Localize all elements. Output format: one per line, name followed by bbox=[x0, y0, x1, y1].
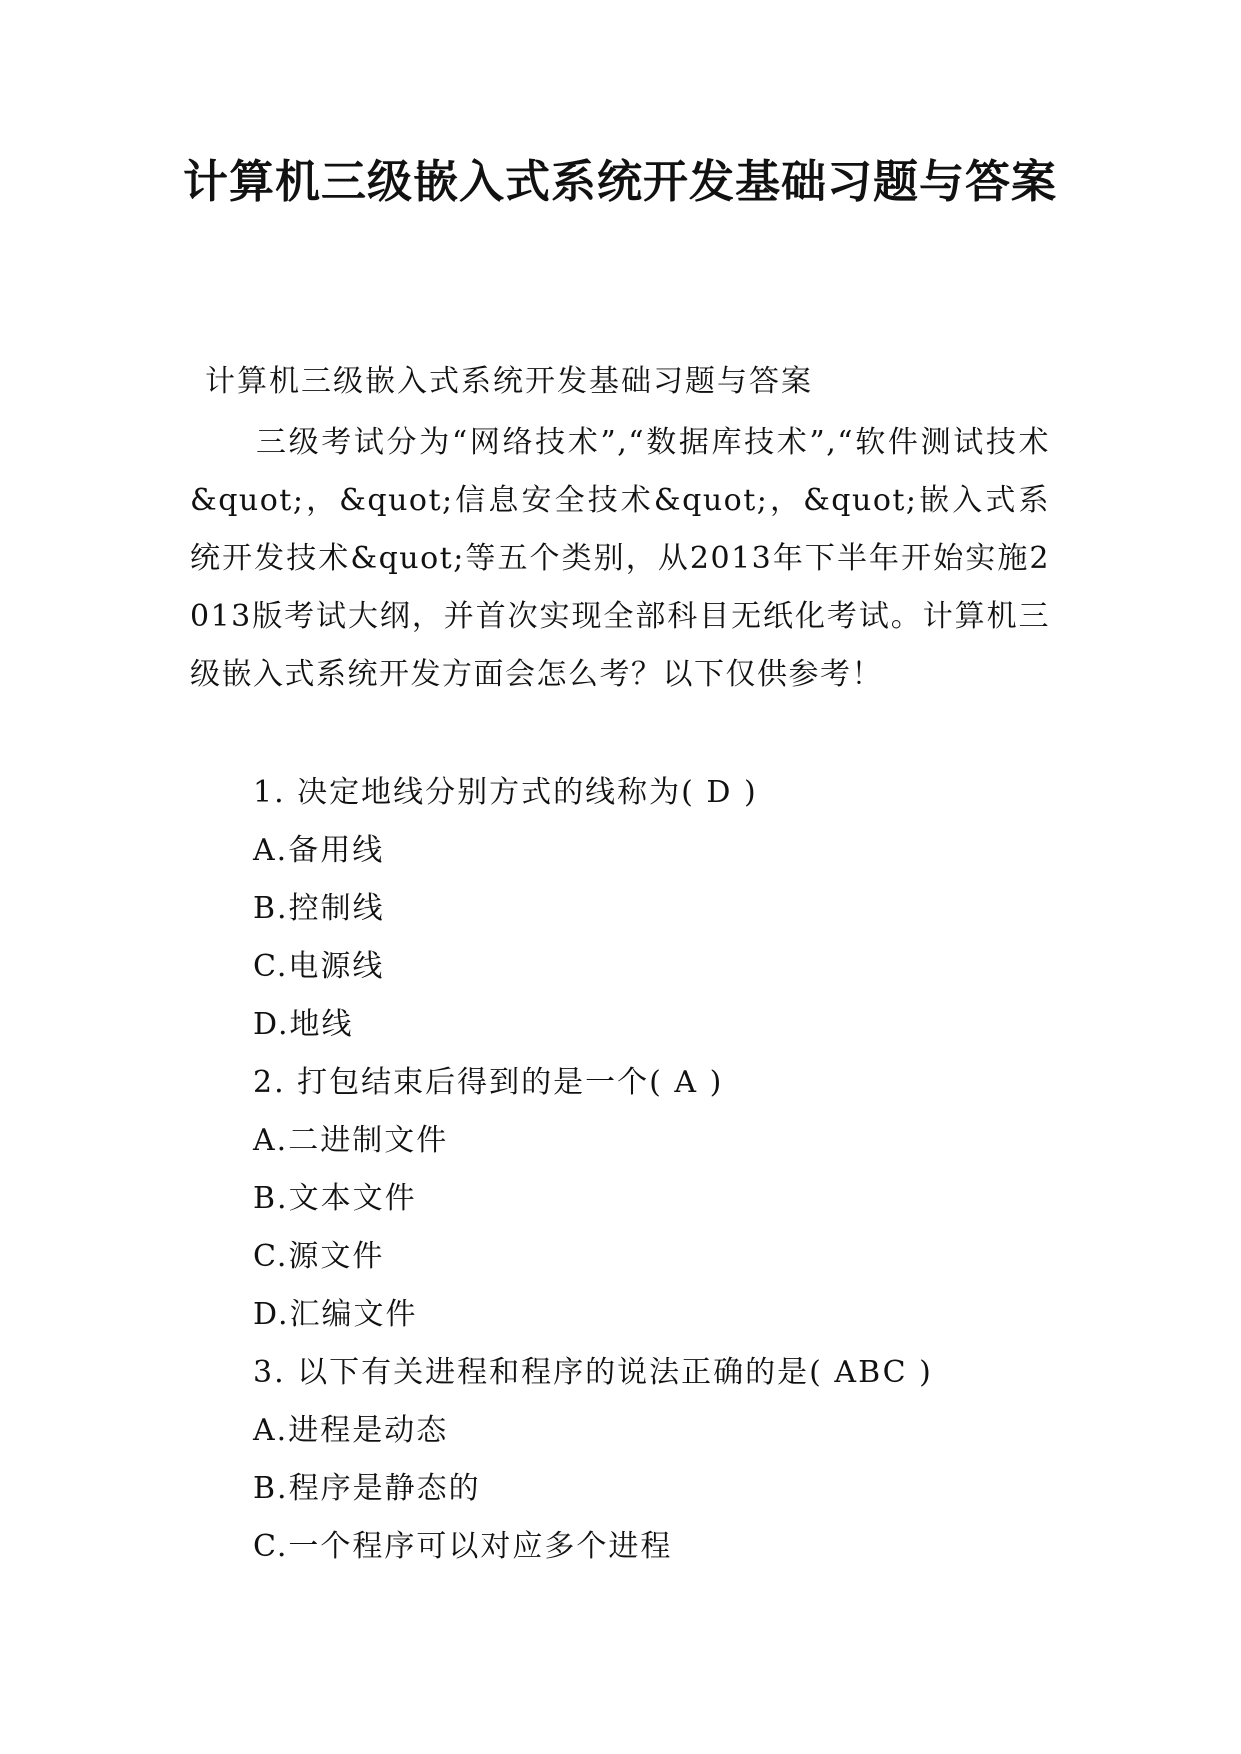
question-1-stem: 1. 决定地线分别方式的线称为( D ) bbox=[253, 775, 758, 810]
question-1-option-c: C.电源线 bbox=[253, 949, 385, 984]
document-subtitle: 计算机三级嵌入式系统开发基础习题与答案 bbox=[205, 364, 813, 399]
question-1-option-a: A.备用线 bbox=[253, 833, 385, 868]
question-list bbox=[253, 764, 933, 1576]
question-3-option-a: A.进程是动态 bbox=[253, 1413, 449, 1448]
question-1-option-b: B.控制线 bbox=[253, 891, 385, 926]
question-2-option-a: A.二进制文件 bbox=[253, 1123, 449, 1158]
question-3-option-b: B.程序是静态的 bbox=[253, 1471, 481, 1506]
question-2-option-d: D.汇编文件 bbox=[253, 1297, 418, 1332]
intro-paragraph: 三级考试分为“网络技术”,“数据库技术”,“软件测试技术&quot;，&quot;信息安全技术&quot;，&quot;嵌入式系统开发技术&quot;等五个类别，从2013年下半年开始实施2013版考试大纲，并首次实现全部科目无纸化考试。计算机三级嵌入式系统开发方面会怎么考？以下仅供参考！ bbox=[190, 425, 1050, 692]
question-2-option-b: B.文本文件 bbox=[253, 1181, 417, 1216]
document-title: 计算机三级嵌入式系统开发基础习题与答案 bbox=[182, 155, 1057, 208]
question-3-stem: 3. 以下有关进程和程序的说法正确的是( ABC ) bbox=[253, 1355, 933, 1390]
question-3-option-c: C.一个程序可以对应多个进程 bbox=[253, 1529, 673, 1564]
question-1-option-d: D.地线 bbox=[253, 1007, 354, 1042]
question-2-option-c: C.源文件 bbox=[253, 1239, 385, 1274]
question-2-stem: 2. 打包结束后得到的是一个( A ) bbox=[253, 1065, 724, 1100]
